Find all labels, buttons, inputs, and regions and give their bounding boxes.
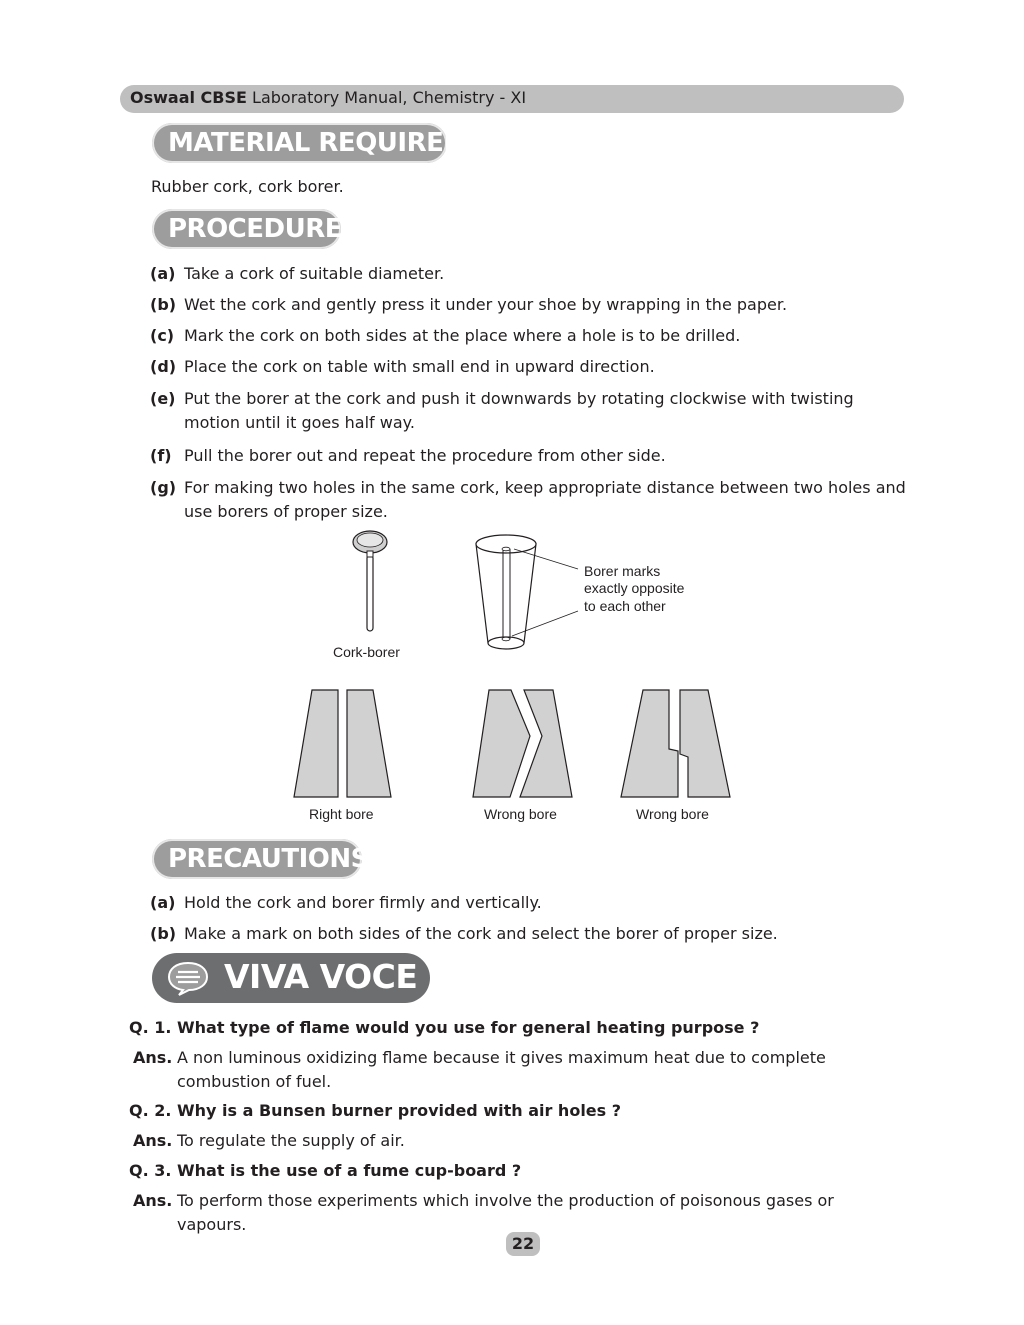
borer-marks-label-1: Borer marks	[584, 563, 661, 579]
cork-borer-drawing	[353, 531, 387, 631]
procedure-heading: PROCEDURE	[152, 209, 341, 249]
wrong-bore-1-drawing	[473, 690, 572, 797]
page-number: 22	[506, 1232, 540, 1256]
wrong-bore-label-2: Wrong bore	[636, 806, 709, 822]
right-bore-drawing	[294, 690, 391, 797]
precautions-heading: PRECAUTIONS	[152, 839, 362, 879]
wrong-bore-2-drawing	[621, 690, 730, 797]
material-heading: MATERIAL REQUIRED	[152, 123, 447, 163]
viva-voce-heading: VIVA VOCE	[152, 953, 430, 1003]
speech-bubble-icon	[166, 960, 210, 996]
borer-marks-label-2: exactly opposite	[584, 580, 685, 596]
header-brand: Oswaal CBSE	[130, 88, 247, 107]
running-header	[120, 85, 904, 113]
cork-boring-figure	[280, 525, 760, 845]
wrong-bore-label-1: Wrong bore	[484, 806, 557, 822]
material-text: Rubber cork, cork borer.	[151, 177, 344, 196]
cork-borer-label: Cork-borer	[333, 644, 400, 660]
header-title: Laboratory Manual, Chemistry - XI	[252, 88, 527, 107]
right-bore-label: Right bore	[309, 806, 374, 822]
borer-marks-label-3: to each other	[584, 598, 666, 614]
marked-cork-drawing	[476, 535, 578, 649]
